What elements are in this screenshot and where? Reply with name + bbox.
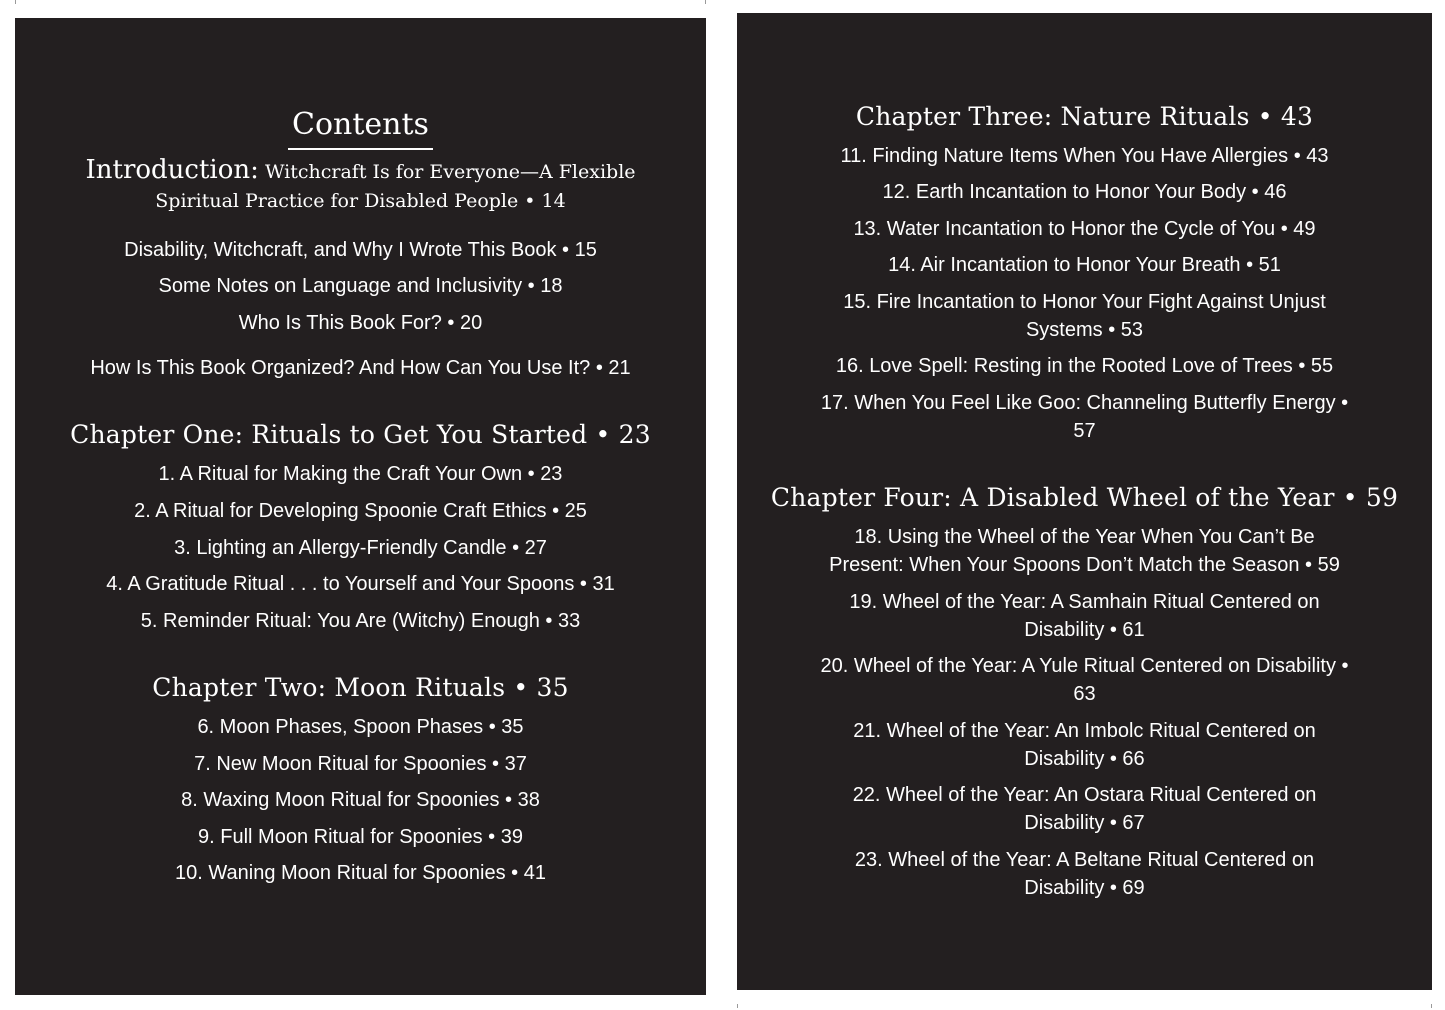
toc-entry: Some Notes on Language and Inclusivity • 18 bbox=[158, 275, 563, 297]
toc-entry: 8. Waxing Moon Ritual for Spoonies • 38 bbox=[181, 789, 540, 811]
toc-entry: 9. Full Moon Ritual for Spoonies • 39 bbox=[198, 826, 523, 848]
crop-mark bbox=[737, 1004, 738, 1008]
toc-entry: 23. Wheel of the Year: A Beltane Ritual Centered on Disability • 69 bbox=[854, 849, 1315, 899]
toc-entry: Disability, Witchcraft, and Why I Wrote This Book • 15 bbox=[124, 239, 597, 261]
toc-entry: 7. New Moon Ritual for Spoonies • 37 bbox=[194, 753, 527, 775]
toc-entry: 4. A Gratitude Ritual . . . to Yourself and Your Spoons • 31 bbox=[106, 573, 615, 595]
toc-entry: 18. Using the Wheel of the Year When You Can’t Be Present: When Your Spoons Don’t Match the Season • 59 bbox=[829, 526, 1340, 576]
left-page bbox=[15, 18, 706, 995]
chapter-heading: Chapter One: Rituals to Get You Started • 23 bbox=[70, 420, 651, 449]
toc-entry: 1. A Ritual for Making the Craft Your Own • 23 bbox=[158, 463, 563, 485]
toc-entry: 19. Wheel of the Year: A Samhain Ritual Centered on Disability • 61 bbox=[849, 591, 1320, 641]
toc-entry: 22. Wheel of the Year: An Ostara Ritual Centered on Disability • 67 bbox=[852, 784, 1317, 834]
toc-entry: 3. Lighting an Allergy-Friendly Candle • 27 bbox=[174, 537, 547, 559]
right-page bbox=[737, 13, 1432, 990]
crop-mark bbox=[15, 0, 16, 4]
introduction-lead: Introduction: bbox=[85, 155, 259, 185]
toc-entry: 16. Love Spell: Resting in the Rooted Love of Trees • 55 bbox=[835, 355, 1334, 377]
introduction-heading bbox=[75, 156, 646, 216]
crop-mark bbox=[1431, 1004, 1432, 1008]
toc-entry: 13. Water Incantation to Honor the Cycle of You • 49 bbox=[853, 218, 1316, 240]
toc-entry: 14. Air Incantation to Honor Your Breath • 51 bbox=[888, 254, 1281, 276]
contents-title: Contents bbox=[288, 106, 433, 150]
crop-mark bbox=[705, 0, 706, 4]
chapter-heading: Chapter Three: Nature Rituals • 43 bbox=[855, 102, 1314, 131]
toc-entry: 21. Wheel of the Year: An Imbolc Ritual Centered on Disability • 66 bbox=[853, 720, 1316, 770]
toc-entry: 5. Reminder Ritual: You Are (Witchy) Enough • 33 bbox=[140, 610, 581, 632]
toc-entry: 11. Finding Nature Items When You Have Allergies • 43 bbox=[840, 145, 1329, 167]
contents-heading bbox=[15, 106, 706, 150]
toc-entry: 10. Waning Moon Ritual for Spoonies • 41 bbox=[175, 862, 546, 884]
chapter-heading: Chapter Two: Moon Rituals • 35 bbox=[152, 673, 569, 702]
toc-entry: 2. A Ritual for Developing Spoonie Craft Ethics • 25 bbox=[134, 500, 587, 522]
toc-entry: Who Is This Book For? • 20 bbox=[238, 312, 483, 334]
toc-entry: 17. When You Feel Like Goo: Channeling Butterfly Energy • 57 bbox=[820, 392, 1349, 442]
toc-entry: 20. Wheel of the Year: A Yule Ritual Centered on Disability • 63 bbox=[820, 655, 1349, 705]
toc-entry: 12. Earth Incantation to Honor Your Body • 46 bbox=[882, 181, 1287, 203]
toc-entry: 6. Moon Phases, Spoon Phases • 35 bbox=[197, 716, 524, 738]
introduction-title: Witchcraft Is for Everyone—A Flexible Spiritual Practice for Disabled People • 14 bbox=[155, 161, 636, 212]
toc-entry: 15. Fire Incantation to Honor Your Fight Against Unjust Systems • 53 bbox=[843, 291, 1326, 341]
toc-entry: How Is This Book Organized? And How Can You Use It? • 21 bbox=[90, 357, 631, 379]
chapter-heading: Chapter Four: A Disabled Wheel of the Year • 59 bbox=[770, 483, 1399, 512]
